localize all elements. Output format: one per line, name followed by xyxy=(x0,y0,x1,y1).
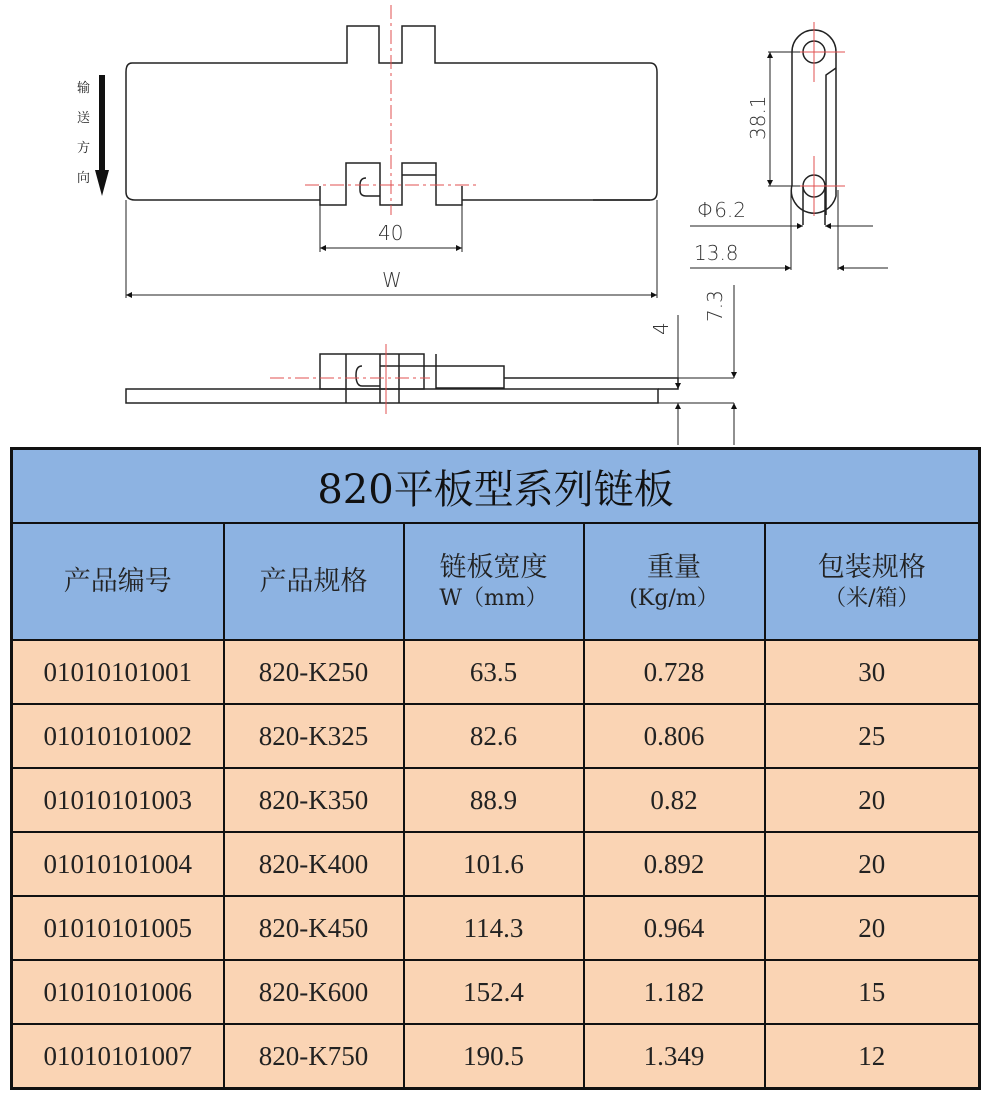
cell-weight: 0.82 xyxy=(584,768,765,832)
table-row xyxy=(12,704,980,768)
col-header-label: 产品规格 xyxy=(259,565,368,597)
table-title-row xyxy=(12,449,980,524)
col-header-packaging xyxy=(765,523,980,640)
cell-plate-width: 88.9 xyxy=(404,768,584,832)
dim-label-40: 40 xyxy=(378,221,404,245)
dimension-pitch xyxy=(768,52,800,186)
cell-plate-width: 114.3 xyxy=(404,896,584,960)
cell-packaging: 20 xyxy=(765,768,980,832)
dim-label-38-1: 38.1 xyxy=(746,95,770,140)
cell-packaging: 25 xyxy=(765,704,980,768)
cell-packaging: 20 xyxy=(765,896,980,960)
cell-product-spec: 820-K750 xyxy=(224,1024,404,1089)
direction-char-4: 向 xyxy=(77,171,91,186)
col-header-unit: W（mm） xyxy=(439,585,548,611)
cell-plate-width: 63.5 xyxy=(404,640,584,704)
dim-label-7-3: 7.3 xyxy=(703,290,727,322)
cell-weight: 0.964 xyxy=(584,896,765,960)
cell-weight: 0.806 xyxy=(584,704,765,768)
cell-product-spec: 820-K350 xyxy=(224,768,404,832)
cell-packaging: 20 xyxy=(765,832,980,896)
cell-product-code: 01010101005 xyxy=(12,896,224,960)
table-row xyxy=(12,832,980,896)
cell-packaging: 12 xyxy=(765,1024,980,1089)
cell-product-code: 01010101004 xyxy=(12,832,224,896)
table-row xyxy=(12,960,980,1024)
cell-product-spec: 820-K325 xyxy=(224,704,404,768)
table-row xyxy=(12,768,980,832)
cell-product-spec: 820-K600 xyxy=(224,960,404,1024)
direction-char-2: 送 xyxy=(77,111,91,126)
col-header-label: 重量 xyxy=(647,551,701,583)
spec-table xyxy=(10,447,981,1090)
table-header-row xyxy=(12,523,980,640)
cell-product-code: 01010101001 xyxy=(12,640,224,704)
direction-char-1: 输 xyxy=(77,81,91,96)
cell-product-code: 01010101003 xyxy=(12,768,224,832)
table-row xyxy=(12,640,980,704)
cell-packaging: 15 xyxy=(765,960,980,1024)
conveying-direction xyxy=(77,75,109,196)
col-header-label: 产品编号 xyxy=(63,565,172,597)
dim-label-4: 4 xyxy=(649,322,673,335)
col-header-unit: (Kg/m） xyxy=(629,585,719,611)
cell-weight: 1.349 xyxy=(584,1024,765,1089)
cell-product-code: 01010101007 xyxy=(12,1024,224,1089)
col-header-plate-width xyxy=(404,523,584,640)
cell-plate-width: 101.6 xyxy=(404,832,584,896)
cell-plate-width: 152.4 xyxy=(404,960,584,1024)
cell-product-code: 01010101006 xyxy=(12,960,224,1024)
col-header-product-spec xyxy=(224,523,404,640)
technical-drawing xyxy=(0,0,990,450)
cell-product-spec: 820-K450 xyxy=(224,896,404,960)
cell-weight: 1.182 xyxy=(584,960,765,1024)
table-row xyxy=(12,1024,980,1089)
dim-label-13-8: 13.8 xyxy=(694,241,739,265)
col-header-label: 链板宽度 xyxy=(439,551,548,583)
cell-weight: 0.892 xyxy=(584,832,765,896)
col-header-unit: （米/箱） xyxy=(824,585,920,611)
col-header-product-code xyxy=(12,523,224,640)
dim-label-w: W xyxy=(382,268,402,292)
arrow-down-icon xyxy=(95,75,109,196)
cell-product-spec: 820-K250 xyxy=(224,640,404,704)
col-header-label: 包装规格 xyxy=(817,551,926,583)
table-title: 820平板型系列链板 xyxy=(12,449,980,524)
dim-label-pin: Φ6.2 xyxy=(697,198,747,222)
cell-plate-width: 82.6 xyxy=(404,704,584,768)
cell-plate-width: 190.5 xyxy=(404,1024,584,1089)
cell-weight: 0.728 xyxy=(584,640,765,704)
cell-product-code: 01010101002 xyxy=(12,704,224,768)
col-header-weight xyxy=(584,523,765,640)
direction-char-3: 方 xyxy=(77,141,91,156)
table-row xyxy=(12,896,980,960)
cell-packaging: 30 xyxy=(765,640,980,704)
cell-product-spec: 820-K400 xyxy=(224,832,404,896)
